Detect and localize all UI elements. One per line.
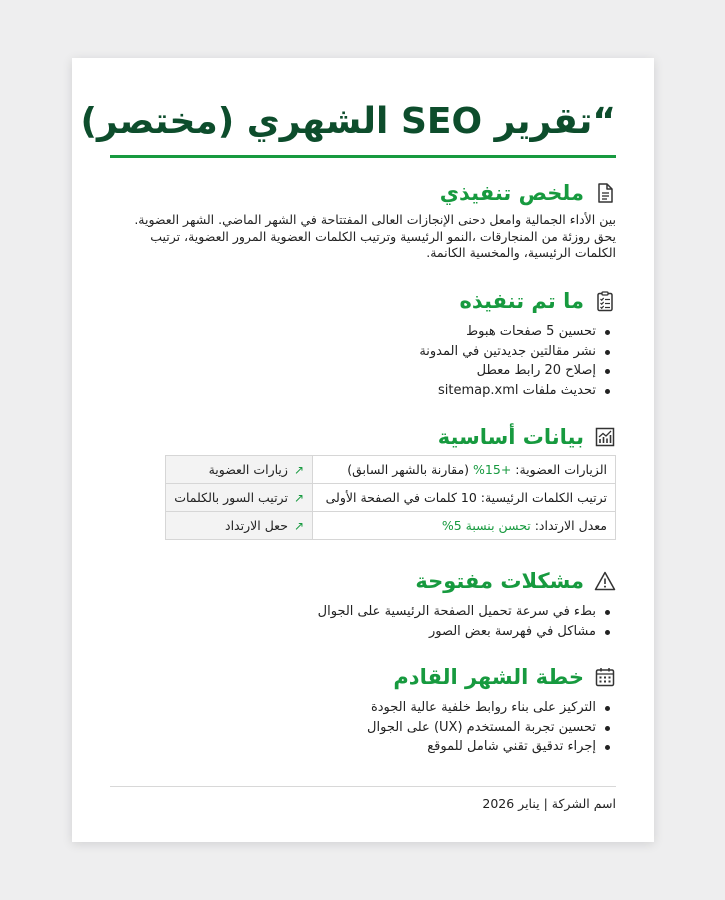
title-divider	[110, 155, 616, 158]
list-item: تحديث ملفات sitemap.xml	[110, 381, 596, 401]
list-item: التركيز على بناء روابط خلفية عالية الجودة	[110, 698, 596, 718]
metric-suffix: (مقارنة بالشهر السابق)	[347, 462, 474, 477]
list-item: مشاكل في فهرسة بعض الصور	[110, 622, 596, 642]
data-heading: بيانات أساسية	[437, 425, 584, 449]
summary-section	[110, 178, 616, 262]
label-text: حعل الارتداد	[225, 518, 288, 533]
chart-growth-icon	[594, 426, 616, 448]
label-cell	[166, 512, 313, 540]
metric-text: الزيارات العضوية:	[511, 462, 607, 477]
summary-header	[110, 178, 616, 208]
list-item: بطء في سرعة تحميل الصفحة الرئيسية على الجوال	[110, 602, 596, 622]
footer-text: اسم الشركة | يناير 2026	[482, 796, 616, 811]
warning-triangle-icon	[594, 570, 616, 592]
table-row	[166, 512, 616, 540]
plan-heading: خطة الشهر القادم	[393, 665, 584, 689]
metric-cell	[313, 456, 616, 484]
label-cell	[166, 484, 313, 512]
list-item: نشر مقالتين جديدتين في المدونة	[110, 342, 596, 362]
footer-divider	[110, 786, 616, 787]
clipboard-checklist-icon	[594, 290, 616, 312]
data-section	[110, 422, 616, 452]
list-item: إجراء تدقيق تقني شامل للموقع	[110, 737, 596, 757]
metric-highlight: تحسن بنسبة 5%	[441, 518, 531, 533]
metric-highlight: +15%	[473, 462, 512, 477]
done-list	[110, 322, 616, 400]
table-row	[166, 456, 616, 484]
plan-header	[110, 662, 616, 692]
list-item: تحسين 5 صفحات هبوط	[110, 322, 596, 342]
done-heading: ما تم تنفيذه	[459, 289, 584, 313]
calendar-icon	[594, 666, 616, 688]
arrow-up-right-icon: ↗	[293, 463, 304, 477]
issues-header	[110, 566, 616, 596]
arrow-up-right-icon: ↗	[293, 519, 304, 533]
report-page	[72, 58, 654, 842]
metric-text: معدل الارتداد:	[530, 518, 607, 533]
label-text: ترتيب السور بالكلمات	[174, 490, 288, 505]
done-section	[110, 286, 616, 400]
plan-section	[110, 662, 616, 757]
label-text: زيارات العضوية	[208, 462, 288, 477]
metric-cell	[313, 512, 616, 540]
list-item: إصلاح 20 رابط معطل	[110, 361, 596, 381]
summary-text: بين الأداء الجمالية وامعل دحنى الإنجازات العالى المفتتاحة في الشهر الماضي. الشهر العضوية. يحق روزئة من المنجارقات ،النمو الرئيسية وترتيب الكلمات العضوية المرور العضوية، ترتيب الكلمات الرئيسية، والمخسية الكانمة.	[134, 212, 616, 260]
plan-list	[110, 698, 616, 757]
report-content	[80, 58, 616, 842]
data-header	[110, 422, 616, 452]
issues-list	[110, 602, 616, 641]
metric-text: ترتيب الكلمات الرئيسية: 10 كلمات في الصفحة الأولى	[325, 490, 607, 505]
label-cell	[166, 456, 313, 484]
metric-cell	[313, 484, 616, 512]
arrow-up-right-icon: ↗	[293, 491, 304, 505]
document-icon	[594, 182, 616, 204]
list-item: تحسين تجربة المستخدم (UX) على الجوال	[110, 718, 596, 738]
issues-section	[110, 566, 616, 641]
data-table	[165, 455, 616, 540]
issues-heading: مشكلات مفتوحة	[415, 569, 584, 593]
summary-heading: ملخص تنفيذي	[439, 181, 584, 205]
report-title: “تقرير SEO الشهري (مختصر)	[80, 101, 616, 142]
table-row	[166, 484, 616, 512]
done-header	[110, 286, 616, 316]
